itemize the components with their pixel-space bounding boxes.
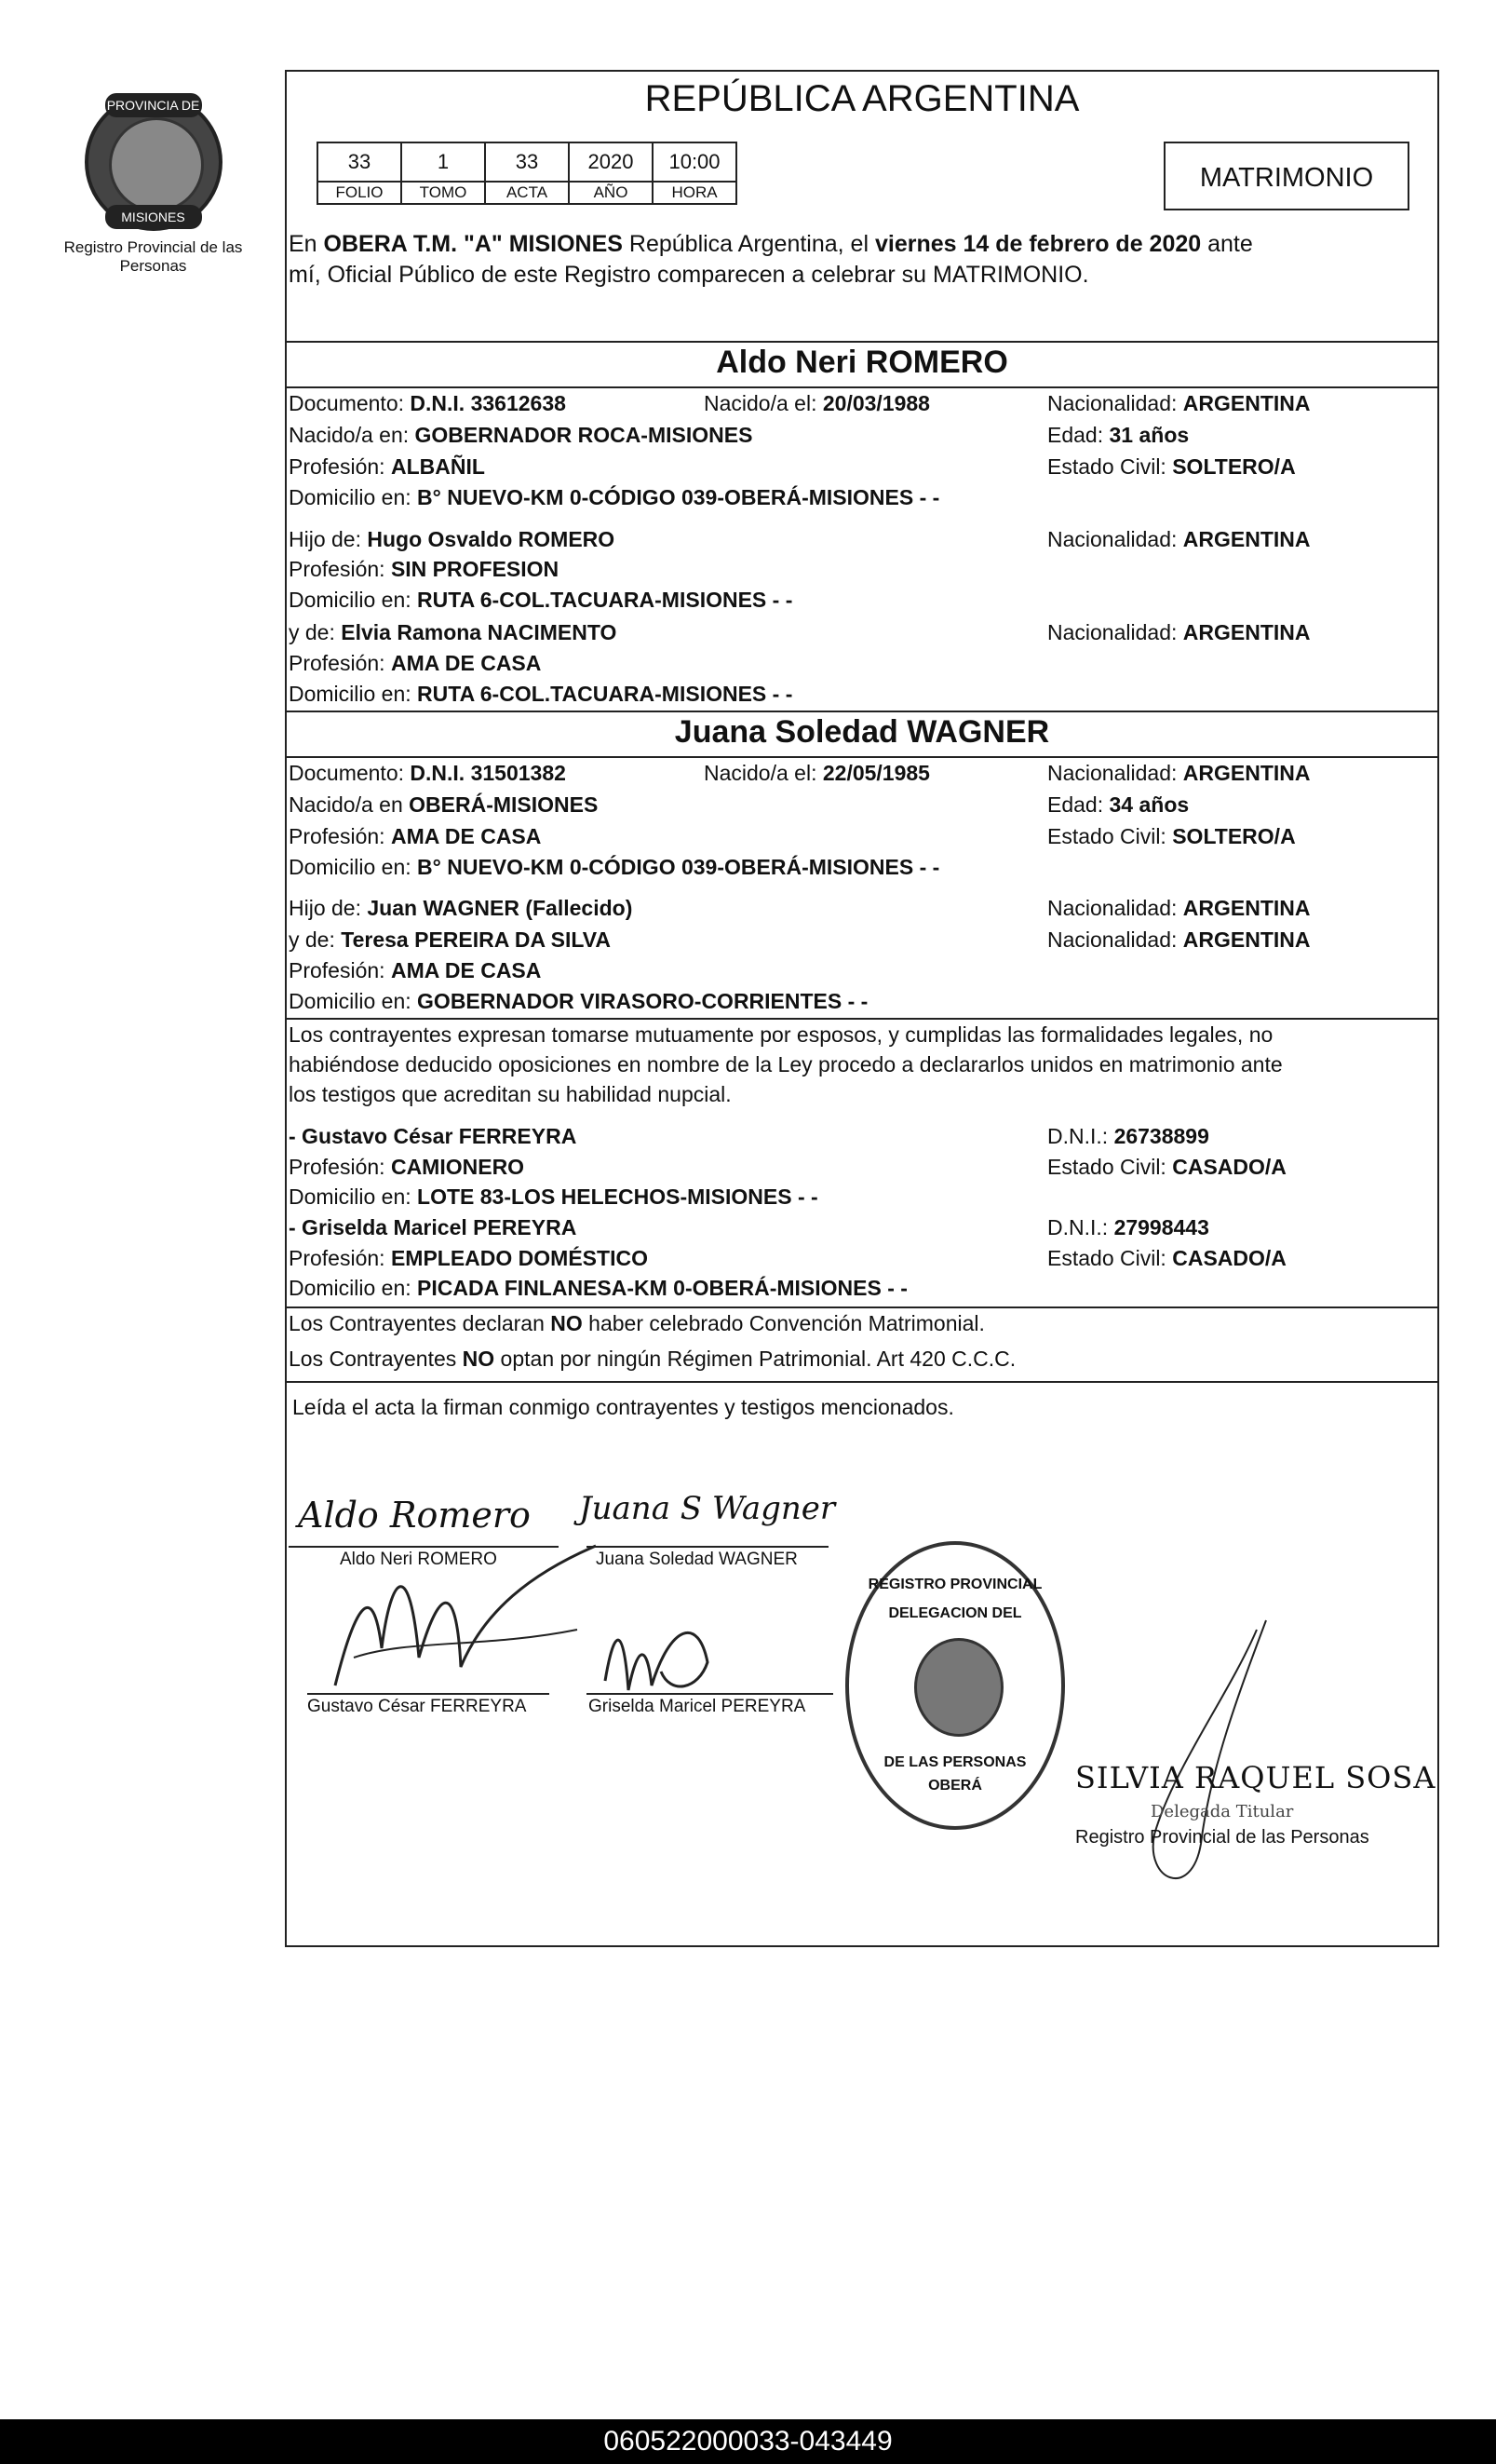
year-label: AÑO [569,182,653,204]
witness-1-civil-status: Estado Civil: CASADO/A [1047,1155,1287,1179]
signature-caption-groom: Aldo Neri ROMERO [340,1550,497,1569]
record-type-box: MATRIMONIO [1164,142,1409,210]
seal-emblem [914,1638,1004,1737]
divider [285,1018,1439,1020]
groom-father: Hijo de: Hugo Osvaldo ROMERO [289,527,615,551]
signature-scribble-official [1117,1602,1341,1909]
groom-father-address: Domicilio en: RUTA 6-COL.TACUARA-MISIONES - - [289,588,793,612]
divider [285,1381,1439,1383]
groom-mother-nationality: Nacionalidad: ARGENTINA [1047,620,1311,644]
coat-of-arms-emblem [85,93,222,231]
groom-father-profession: Profesión: SIN PROFESION [289,557,559,581]
declaration-line-2: habiéndose deducido oposiciones en nombre de la Ley procedo a declararlos unidos en matrimonio ante [289,1052,1283,1076]
bride-father: Hijo de: Juan WAGNER (Fallecido) [289,896,633,920]
groom-address: Domicilio en: B° NUEVO-KM 0-CÓDIGO 039-OBERÁ-MISIONES - - [289,485,940,509]
emblem-center [109,117,204,212]
registry-seal [845,1541,1065,1830]
bride-birthplace: Nacido/a en OBERÁ-MISIONES [289,792,599,817]
seal-text-bottom: OBERÁ [928,1778,982,1794]
bride-mother-nationality: Nacionalidad: ARGENTINA [1047,927,1311,952]
official-name: SILVIA RAQUEL SOSA [1075,1760,1436,1795]
document-title: REPÚBLICA ARGENTINA [644,78,1080,119]
groom-nationality: Nacionalidad: ARGENTINA [1047,391,1311,415]
divider [285,341,1439,343]
divider [285,386,1439,388]
bride-name: Juana Soledad WAGNER [674,714,1050,750]
groom-birthdate: Nacido/a el: 20/03/1988 [704,391,930,415]
groom-profession: Profesión: ALBAÑIL [289,454,485,479]
hour-label: HORA [653,182,736,204]
declaration-line-1: Los contrayentes expresan tomarse mutuamente por esposos, y cumplidas las formalidades legales, no [289,1022,1274,1047]
groom-father-nationality: Nacionalidad: ARGENTINA [1047,527,1311,551]
bride-birthdate: Nacido/a el: 22/05/1985 [704,761,930,785]
folio-label: FOLIO [317,182,401,204]
bride-mother: y de: Teresa PEREIRA DA SILVA [289,927,611,952]
groom-mother-profession: Profesión: AMA DE CASA [289,651,542,675]
seal-text-top: REGISTRO PROVINCIAL [868,1577,1043,1592]
logo-caption: Registro Provincial de las Personas [63,238,243,275]
bride-mother-address: Domicilio en: GOBERNADOR VIRASORO-CORRIENTES - - [289,989,869,1013]
witness-1-dni: D.N.I.: 26738899 [1047,1124,1209,1148]
official-office: Registro Provincial de las Personas [1075,1827,1369,1848]
groom-document: Documento: D.N.I. 33612638 [289,391,566,415]
groom-mother: y de: Elvia Ramona NACIMENTO [289,620,617,644]
intro-line-2: mí, Oficial Público de este Registro comparecen a celebrar su MATRIMONIO. [289,262,1089,288]
seal-text-left: DELEGACION DEL [888,1605,1022,1621]
bride-address: Domicilio en: B° NUEVO-KM 0-CÓDIGO 039-OBERÁ-MISIONES - - [289,855,940,879]
witness-1-profession: Profesión: CAMIONERO [289,1155,525,1179]
seal-text-right: DE LAS PERSONAS [883,1754,1027,1770]
signature-aldo-romero: Aldo Romero [298,1495,531,1536]
signature-line [307,1693,549,1695]
signature-juana-wagner: Juana S Wagner [579,1490,836,1527]
bride-mother-profession: Profesión: AMA DE CASA [289,958,542,982]
signature-scribble-ferreyra [298,1537,605,1695]
groom-mother-address: Domicilio en: RUTA 6-COL.TACUARA-MISIONES - - [289,682,793,706]
bride-nationality: Nacionalidad: ARGENTINA [1047,761,1311,785]
bride-age: Edad: 34 años [1047,792,1190,817]
acta-label: ACTA [485,182,569,204]
tomo-value: 1 [401,142,485,182]
bride-civil-status: Estado Civil: SOLTERO/A [1047,824,1296,848]
bride-father-nationality: Nacionalidad: ARGENTINA [1047,896,1311,920]
witness-2-profession: Profesión: EMPLEADO DOMÉSTICO [289,1246,648,1270]
divider [285,756,1439,758]
emblem-ribbon-bottom: MISIONES [105,205,202,229]
hour-value: 10:00 [653,142,736,182]
signature-line [586,1693,833,1695]
tomo-label: TOMO [401,182,485,204]
witness-2-name: - Griselda Maricel PEREYRA [289,1215,577,1239]
witness-2-dni: D.N.I.: 27998443 [1047,1215,1209,1239]
document-barcode-number: 060522000033-043449 [0,2419,1496,2464]
signature-caption-witness-2: Griselda Maricel PEREYRA [588,1697,806,1716]
declaration-line-3: los testigos que acreditan su habilidad nupcial. [289,1082,732,1106]
registry-logo [58,93,249,276]
signature-line [586,1546,829,1548]
divider [285,711,1439,712]
divider [285,1306,1439,1308]
emblem-ribbon-top: PROVINCIA DE [105,93,202,117]
groom-birthplace: Nacido/a en: GOBERNADOR ROCA-MISIONES [289,423,753,447]
groom-civil-status: Estado Civil: SOLTERO/A [1047,454,1296,479]
bride-document: Documento: D.N.I. 31501382 [289,761,566,785]
witness-2-address: Domicilio en: PICADA FINLANESA-KM 0-OBERÁ-MISIONES - - [289,1276,908,1300]
signature-caption-witness-1: Gustavo César FERREYRA [307,1697,527,1716]
acta-value: 33 [485,142,569,182]
official-role: Delegada Titular [1151,1802,1294,1821]
witness-1-name: - Gustavo César FERREYRA [289,1124,577,1148]
intro-line-1: En OBERA T.M. "A" MISIONES República Argentina, el viernes 14 de febrero de 2020 ante [289,231,1253,257]
groom-age: Edad: 31 años [1047,423,1190,447]
record-index-table [317,142,737,205]
regime-statement: Los Contrayentes NO optan por ningún Régimen Patrimonial. Art 420 C.C.C. [289,1347,1017,1371]
year-value: 2020 [569,142,653,182]
convention-statement: Los Contrayentes declaran NO haber celebrado Convención Matrimonial. [289,1311,985,1335]
reading-statement: Leída el acta la firman conmigo contrayentes y testigos mencionados. [292,1395,954,1419]
witness-2-civil-status: Estado Civil: CASADO/A [1047,1246,1287,1270]
folio-value: 33 [317,142,401,182]
witness-1-address: Domicilio en: LOTE 83-LOS HELECHOS-MISIONES - - [289,1185,818,1209]
groom-name: Aldo Neri ROMERO [716,345,1008,380]
signature-caption-bride: Juana Soledad WAGNER [596,1550,798,1569]
bride-profession: Profesión: AMA DE CASA [289,824,542,848]
